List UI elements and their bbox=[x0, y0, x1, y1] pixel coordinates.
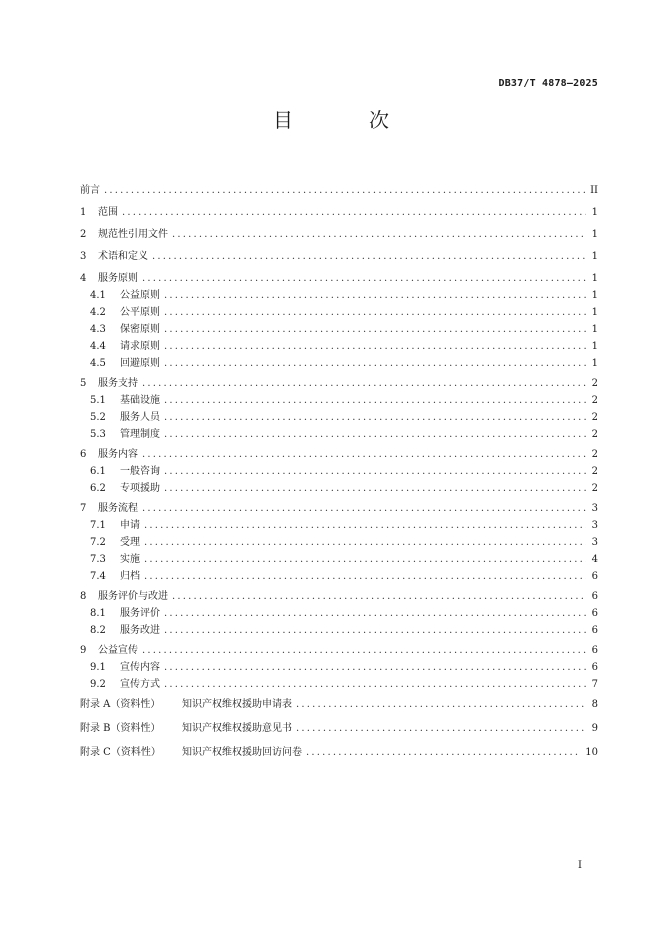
dot-leader bbox=[164, 607, 586, 621]
dot-leader bbox=[104, 184, 586, 198]
toc-entry-page: 6 bbox=[591, 645, 598, 656]
toc-entry-number: 3 bbox=[80, 251, 87, 262]
page-number: I bbox=[578, 860, 582, 871]
toc-entry-page: 2 bbox=[591, 483, 598, 494]
toc-entry-page: 6 bbox=[591, 625, 598, 636]
toc-entry-label: 一般咨询 bbox=[120, 466, 160, 477]
toc-entry[interactable] bbox=[80, 502, 598, 516]
toc-entry-label: 实施 bbox=[120, 554, 140, 565]
toc-entry-number: 4.2 bbox=[90, 307, 106, 318]
toc-entry-number: 8 bbox=[80, 591, 87, 602]
toc-entry-number: 4.3 bbox=[90, 324, 106, 335]
toc-entry-page: 8 bbox=[591, 699, 598, 710]
toc-entry-page: II bbox=[590, 185, 598, 196]
toc-entry[interactable] bbox=[80, 184, 598, 198]
toc-entry-page: 6 bbox=[591, 571, 598, 582]
toc-entry-page: 1 bbox=[591, 358, 598, 369]
dot-leader bbox=[164, 394, 586, 408]
dot-leader bbox=[142, 502, 586, 516]
toc-entry-page: 6 bbox=[591, 608, 598, 619]
dot-leader bbox=[164, 678, 586, 692]
toc-entry[interactable] bbox=[80, 394, 598, 408]
dot-leader bbox=[296, 722, 586, 736]
toc-entry[interactable] bbox=[80, 678, 598, 692]
dot-leader bbox=[152, 250, 586, 264]
toc-entry-number: 9.2 bbox=[90, 679, 106, 690]
toc-entry-number: 附录 C（资料性） bbox=[80, 747, 161, 758]
dot-leader bbox=[164, 465, 586, 479]
toc-entry[interactable] bbox=[80, 519, 598, 533]
toc-entry-number: 7.1 bbox=[90, 520, 106, 531]
dot-leader bbox=[164, 340, 586, 354]
toc-entry[interactable] bbox=[80, 289, 598, 303]
dot-leader bbox=[164, 482, 586, 496]
toc-entry-page: 3 bbox=[591, 520, 598, 531]
toc-entry-number: 5.1 bbox=[90, 395, 106, 406]
toc-entry-label: 服务支持 bbox=[98, 378, 138, 389]
toc-entry-label: 公益宣传 bbox=[98, 645, 138, 656]
toc-entry-number: 6.2 bbox=[90, 483, 106, 494]
page-title: 目 次 bbox=[273, 108, 417, 132]
toc-entry[interactable] bbox=[80, 553, 598, 567]
toc-entry[interactable] bbox=[80, 448, 598, 462]
toc-entry-label: 专项援助 bbox=[120, 483, 160, 494]
toc-entry-label: 前言 bbox=[80, 185, 100, 196]
dot-leader bbox=[306, 746, 581, 760]
toc-entry-number: 1 bbox=[80, 207, 87, 218]
toc-entry-label: 服务评价与改进 bbox=[98, 591, 168, 602]
dot-leader bbox=[172, 590, 586, 604]
toc-entry[interactable] bbox=[80, 536, 598, 550]
toc-entry-page: 1 bbox=[591, 290, 598, 301]
toc-entry-number: 7.4 bbox=[90, 571, 106, 582]
toc-entry[interactable] bbox=[80, 570, 598, 584]
dot-leader bbox=[164, 411, 586, 425]
toc-entry-label: 服务评价 bbox=[120, 608, 160, 619]
toc-entry-page: 9 bbox=[591, 723, 598, 734]
dot-leader bbox=[164, 306, 586, 320]
toc-entry-page: 1 bbox=[591, 307, 598, 318]
toc-entry[interactable] bbox=[80, 228, 598, 242]
toc-entry-number: 5.3 bbox=[90, 429, 106, 440]
dot-leader bbox=[144, 570, 586, 584]
toc-entry[interactable] bbox=[80, 306, 598, 320]
dot-leader bbox=[142, 377, 586, 391]
toc-entry-page: 10 bbox=[585, 747, 598, 758]
toc-entry-number: 4.1 bbox=[90, 290, 106, 301]
toc-entry-page: 1 bbox=[591, 207, 598, 218]
toc-entry[interactable] bbox=[80, 465, 598, 479]
toc-entry-page: 6 bbox=[591, 591, 598, 602]
toc-entry-label: 申请 bbox=[120, 520, 140, 531]
toc-entry-label: 范围 bbox=[98, 207, 118, 218]
toc-entry[interactable] bbox=[80, 482, 598, 496]
dot-leader bbox=[172, 228, 586, 242]
toc-entry-label: 回避原则 bbox=[120, 358, 160, 369]
toc-appendix-entry[interactable] bbox=[80, 746, 598, 760]
toc-entry[interactable] bbox=[80, 323, 598, 337]
toc-entry-number: 7.2 bbox=[90, 537, 106, 548]
toc-entry-page: 2 bbox=[591, 395, 598, 406]
toc-entry-number: 4.5 bbox=[90, 358, 106, 369]
toc-entry-number: 9 bbox=[80, 645, 87, 656]
toc-entry-page: 2 bbox=[591, 449, 598, 460]
toc-entry[interactable] bbox=[80, 624, 598, 638]
toc-entry-page: 1 bbox=[591, 273, 598, 284]
dot-leader bbox=[164, 428, 586, 442]
toc-entry-number: 4 bbox=[80, 273, 87, 284]
toc-entry-label: 服务流程 bbox=[98, 503, 138, 514]
toc-entry-number: 5.2 bbox=[90, 412, 106, 423]
dot-leader bbox=[296, 698, 586, 712]
toc-entry-label: 规范性引用文件 bbox=[98, 229, 168, 240]
toc-entry-number: 附录 A（资料性） bbox=[80, 699, 161, 710]
dot-leader bbox=[164, 357, 586, 371]
toc-entry-label: 基础设施 bbox=[120, 395, 160, 406]
toc-entry-label: 公益原则 bbox=[120, 290, 160, 301]
toc-entry-label: 知识产权维权援助意见书 bbox=[182, 723, 292, 734]
toc-entry-label: 服务人员 bbox=[120, 412, 160, 423]
toc-entry-label: 管理制度 bbox=[120, 429, 160, 440]
toc-entry-page: 1 bbox=[591, 341, 598, 352]
toc-entry-label: 服务内容 bbox=[98, 449, 138, 460]
dot-leader bbox=[142, 448, 586, 462]
toc-entry-label: 保密原则 bbox=[120, 324, 160, 335]
dot-leader bbox=[164, 289, 586, 303]
toc-entry-label: 归档 bbox=[120, 571, 140, 582]
document-code: DB37/T 4878—2025 bbox=[498, 78, 598, 89]
toc-entry[interactable] bbox=[80, 644, 598, 658]
toc-entry[interactable] bbox=[80, 357, 598, 371]
toc-entry-label: 宣传内容 bbox=[120, 662, 160, 673]
toc-entry[interactable] bbox=[80, 607, 598, 621]
toc-entry-page: 3 bbox=[591, 537, 598, 548]
toc-entry-label: 服务原则 bbox=[98, 273, 138, 284]
toc-entry-number: 7 bbox=[80, 503, 87, 514]
toc-entry[interactable] bbox=[80, 272, 598, 286]
toc-entry-label: 公平原则 bbox=[120, 307, 160, 318]
toc-entry-page: 4 bbox=[591, 554, 598, 565]
toc-entry-number: 附录 B（资料性） bbox=[80, 723, 161, 734]
toc-entry-page: 1 bbox=[591, 324, 598, 335]
toc-entry[interactable] bbox=[80, 206, 598, 220]
toc-entry-number: 5 bbox=[80, 378, 87, 389]
toc-entry-label: 术语和定义 bbox=[98, 251, 148, 262]
toc-entry-label: 宣传方式 bbox=[120, 679, 160, 690]
dot-leader bbox=[164, 323, 586, 337]
dot-leader bbox=[164, 624, 586, 638]
toc-entry-label: 服务改进 bbox=[120, 625, 160, 636]
dot-leader bbox=[164, 661, 586, 675]
toc-entry-label: 受理 bbox=[120, 537, 140, 548]
toc-entry-number: 6 bbox=[80, 449, 87, 460]
toc-entry-number: 6.1 bbox=[90, 466, 106, 477]
toc-entry[interactable] bbox=[80, 661, 598, 675]
toc-entry-page: 7 bbox=[591, 679, 598, 690]
toc-entry-page: 2 bbox=[591, 429, 598, 440]
toc-entry-page: 6 bbox=[591, 662, 598, 673]
dot-leader bbox=[122, 206, 586, 220]
toc-entry-number: 4.4 bbox=[90, 341, 106, 352]
toc-entry-number: 8.1 bbox=[90, 608, 106, 619]
toc-entry-label: 请求原则 bbox=[120, 341, 160, 352]
toc-entry-page: 2 bbox=[591, 412, 598, 423]
toc-entry[interactable] bbox=[80, 411, 598, 425]
dot-leader bbox=[144, 519, 586, 533]
toc-entry-label: 知识产权维权援助申请表 bbox=[182, 699, 292, 710]
toc-appendix-entry[interactable] bbox=[80, 698, 598, 712]
dot-leader bbox=[144, 553, 586, 567]
toc-entry[interactable] bbox=[80, 590, 598, 604]
toc-entry[interactable] bbox=[80, 428, 598, 442]
toc-entry-number: 2 bbox=[80, 229, 87, 240]
toc-entry-number: 8.2 bbox=[90, 625, 106, 636]
dot-leader bbox=[142, 644, 586, 658]
toc-entry[interactable] bbox=[80, 377, 598, 391]
toc-entry-label: 知识产权维权援助回访问卷 bbox=[182, 747, 302, 758]
toc-entry-page: 2 bbox=[591, 466, 598, 477]
toc-entry-page: 1 bbox=[591, 251, 598, 262]
toc-entry-page: 3 bbox=[591, 503, 598, 514]
toc-entry[interactable] bbox=[80, 250, 598, 264]
toc-entry-number: 9.1 bbox=[90, 662, 106, 673]
toc-entry[interactable] bbox=[80, 340, 598, 354]
toc-entry-number: 7.3 bbox=[90, 554, 106, 565]
toc-entry-page: 2 bbox=[591, 378, 598, 389]
dot-leader bbox=[142, 272, 586, 286]
dot-leader bbox=[144, 536, 586, 550]
toc-appendix-entry[interactable] bbox=[80, 722, 598, 736]
toc-entry-page: 1 bbox=[591, 229, 598, 240]
